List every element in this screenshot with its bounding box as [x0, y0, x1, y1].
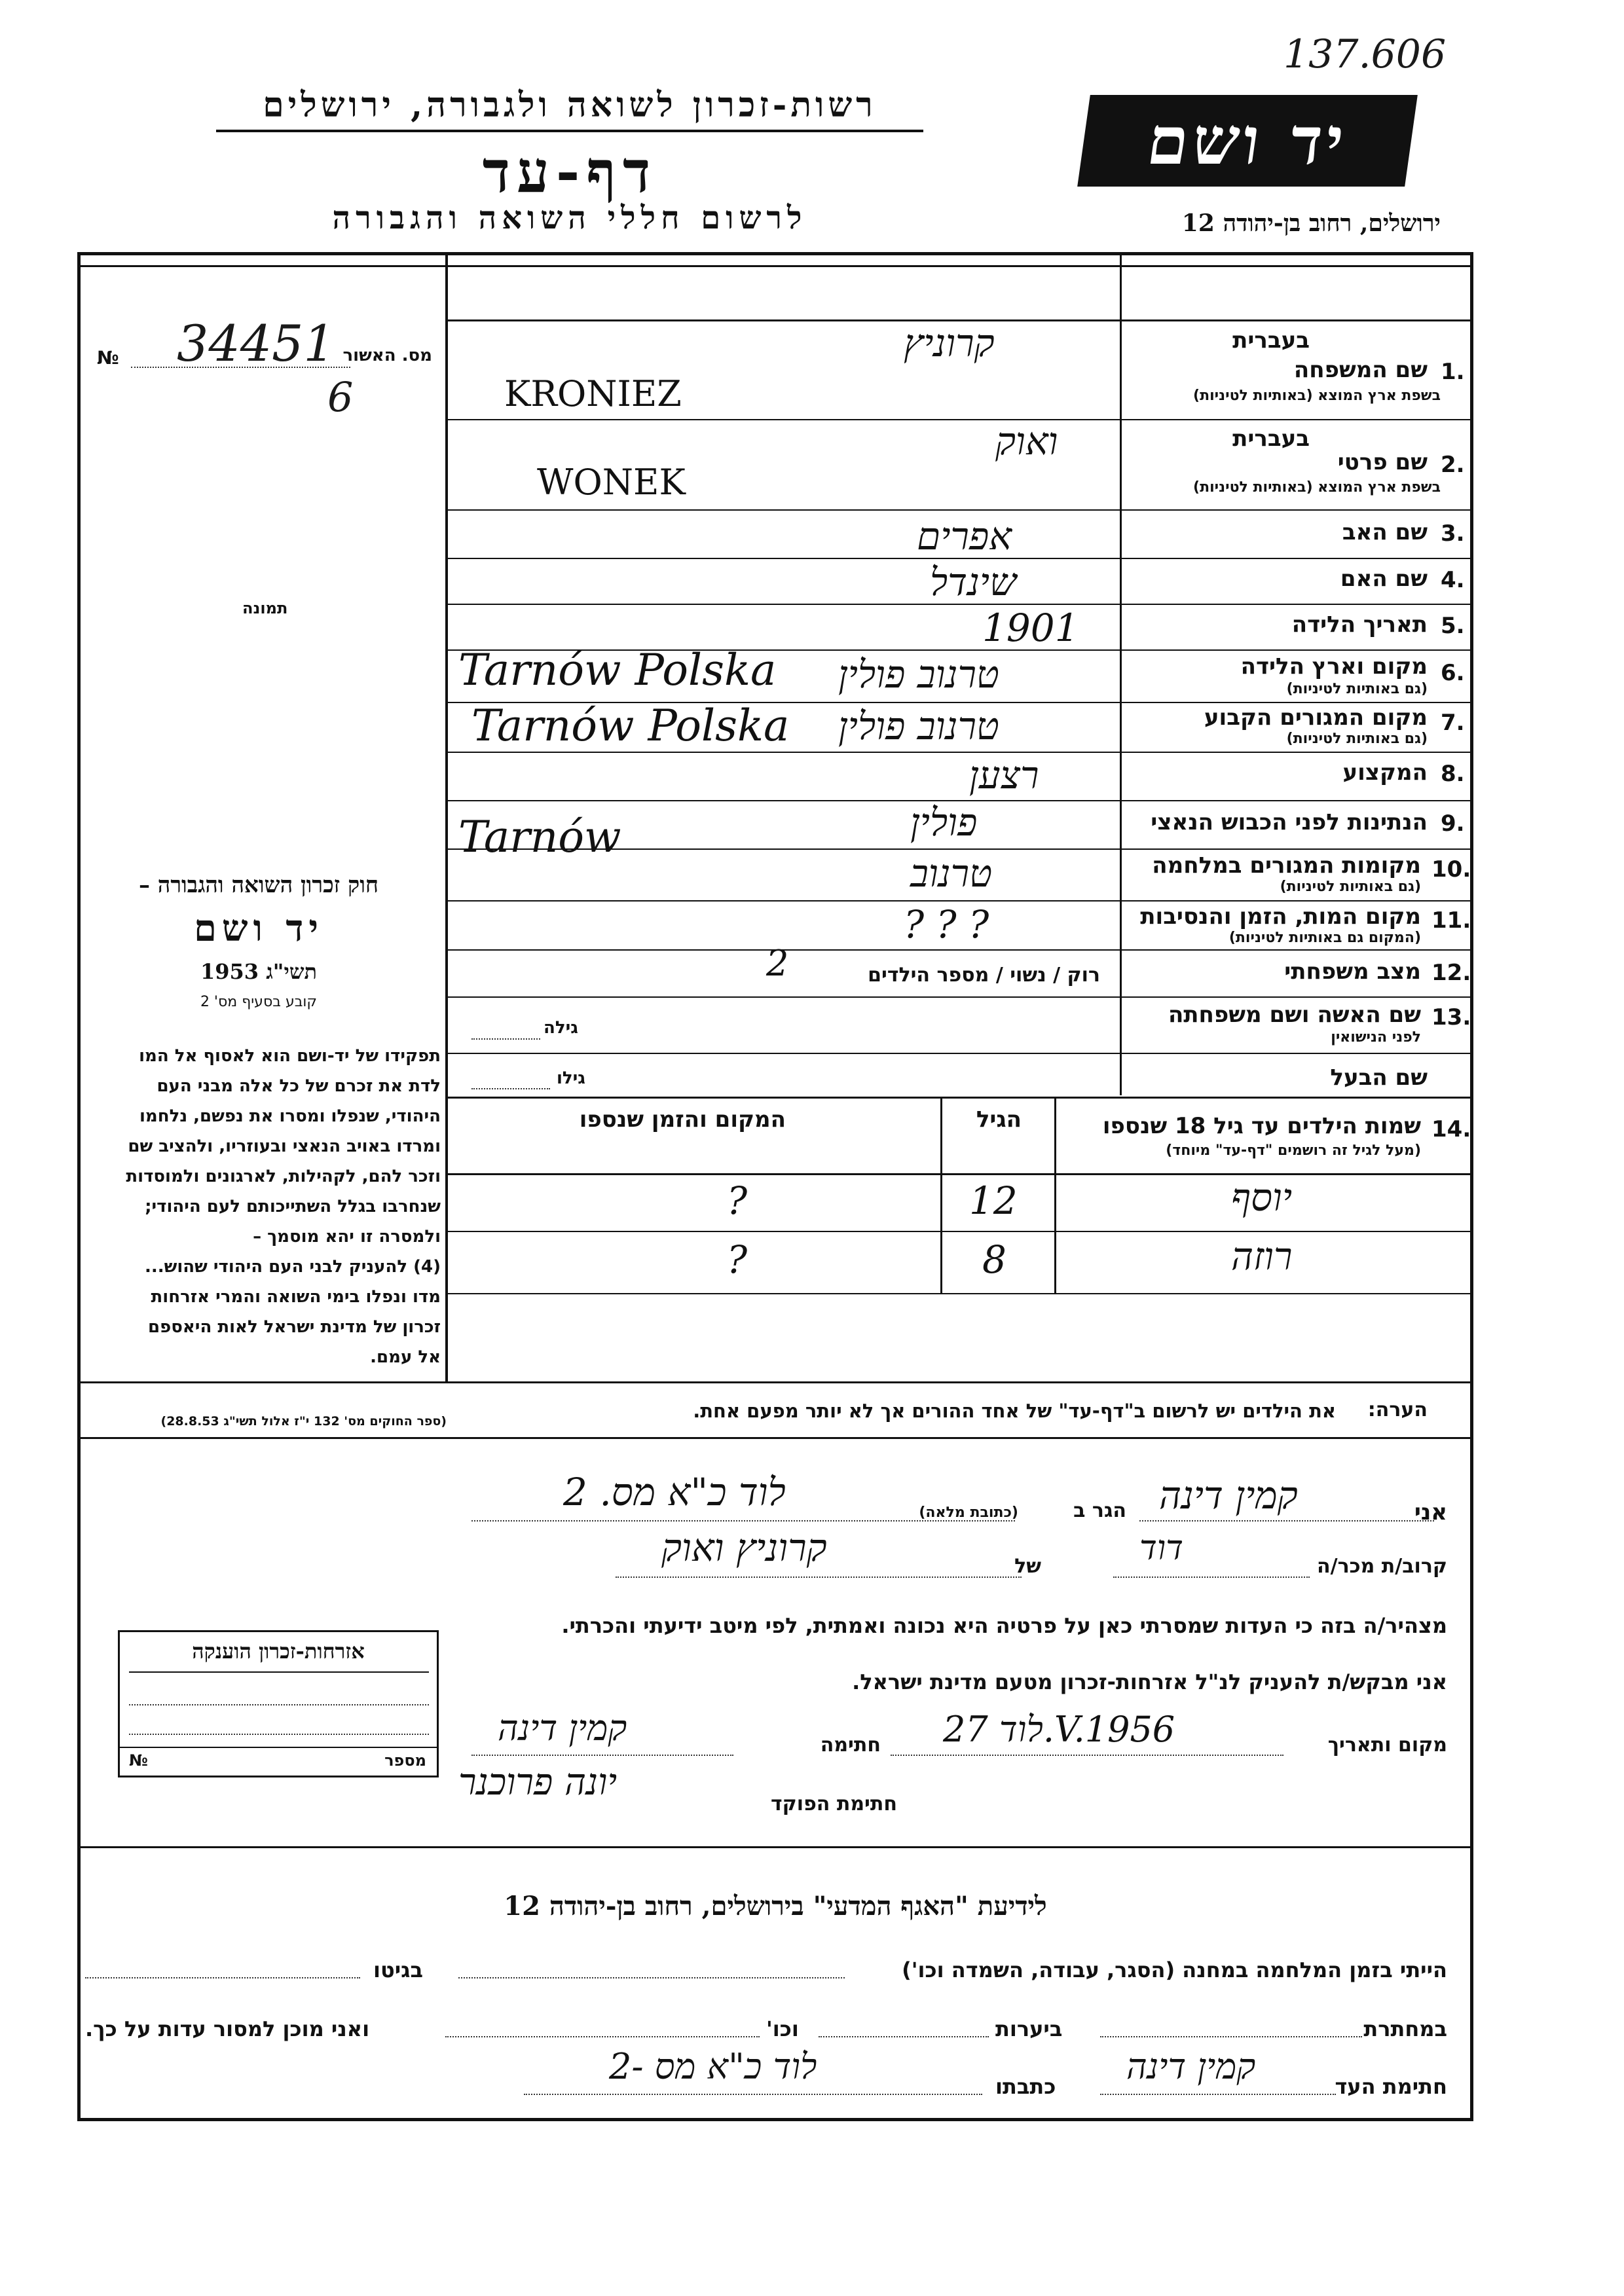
field-12-label: מצב משפחתי [1284, 958, 1421, 985]
law-text-line: וזכר להם, לקהילות, לארגונים ולמוסדות [126, 1167, 441, 1186]
mother-name: שינדל [930, 560, 1017, 604]
decl-statement: מצהיר/ה בזה כי העדות שמסרתי כאן על פרטיה היא נכונה ואמתית, לפי מיטב ידיעתי והכרתי. [561, 1613, 1447, 1638]
header-underline [216, 130, 923, 132]
footer-witness-signature: קמין דינה [1126, 2046, 1256, 2087]
field-1-tag: בעברית [1232, 327, 1310, 354]
field-1-sub: בשפת ארץ המוצא (באותיות לטיניות) [1193, 388, 1441, 404]
form-title: דף-עד [482, 137, 657, 206]
field-6-sub: (גם באותיות לטיניות) [1286, 681, 1428, 697]
field-13-num: 13. [1431, 1004, 1471, 1030]
citizenship-box-title: אזרחות-זכרון הוענקה [192, 1639, 365, 1664]
birth-year: 1901 [982, 606, 1079, 650]
header-address: ירושלים, רחוב בן-יהודה 12 [1181, 210, 1441, 237]
footer-line1-fill-a [458, 1977, 845, 1978]
field-2-tag: בעברית [1232, 426, 1310, 452]
registration-number: 34451 [177, 314, 335, 373]
field-4-label: שם האם [1340, 566, 1428, 592]
field-7-sub: (גם באותיות לטיניות) [1286, 731, 1428, 747]
children-row-sep [445, 1231, 1473, 1232]
field-6-num: 6. [1441, 660, 1465, 686]
decl-i-label: אני [1414, 1499, 1447, 1525]
children-col-age-right [1054, 1097, 1056, 1293]
decl-place-date-line [891, 1755, 1283, 1756]
authority-name: רשות-זכרון לשואה ולגבורה, ירושלים [263, 85, 877, 125]
footer-line1-fill-b [85, 1977, 360, 1978]
law-title: חוק זכרון השואה והגבורה – [138, 872, 379, 898]
footer-address-label: כתבתו [995, 2074, 1056, 2099]
children-num: 14. [1431, 1116, 1471, 1142]
field-2-label: שם פרטי [1337, 449, 1428, 475]
field-8-num: 8. [1441, 761, 1465, 787]
residence-hebrew: טרנוב פולין [838, 704, 999, 748]
children-col-age: הגיל [976, 1106, 1022, 1133]
children-sub: (מעל לגיל זה רושמים "דף-עד" מיוחד) [1166, 1142, 1421, 1159]
husband-age-label: גילו [557, 1068, 585, 1088]
field-2-sub: בשפת ארץ המוצא (באותיות לטיניות) [1193, 479, 1441, 496]
decl-signature: קמין דינה [498, 1707, 627, 1749]
law-text-line: אל עמם. [370, 1347, 441, 1367]
field-11-label: מקום המות, הזמן והנסיבות [1140, 903, 1421, 930]
citizenship-box-line-2 [129, 1704, 429, 1705]
decl-clerk-label: חתימת הפוקד [771, 1793, 897, 1815]
decl-relation-line [1113, 1576, 1310, 1578]
field-1-label: שם המשפחה [1293, 357, 1428, 383]
row-sep-12 [445, 996, 1473, 998]
decl-of-name: קרוניץ ואוק [661, 1525, 827, 1570]
law-text-line: תפקידו של יד-ושם הוא לאסוף אל המו [139, 1046, 441, 1066]
citizenship-box [118, 1630, 439, 1777]
wartime-residence-hebrew: טרנוב [910, 851, 993, 896]
decl-address: לוד כ"א מס. 2 [563, 1470, 786, 1514]
row-sep-7 [445, 752, 1473, 753]
field-5-num: 5. [1441, 613, 1465, 639]
note-label: הערה: [1367, 1398, 1428, 1421]
form-subtitle: לרשום חללי השואה והגבורה [332, 200, 807, 236]
footer-line2-b: ביערות [995, 2016, 1063, 2041]
law-text-line: לדת את זכרם של כל אלה מבני העם [157, 1076, 441, 1096]
death-place-unknown: ? ? ? [904, 902, 989, 947]
law-text-line: שנחרבו בגלל השתייכותם לעם היהודי; [145, 1197, 441, 1216]
law-year: תשי"ג 1953 [200, 959, 317, 984]
law-text-line: מדו ונפלו בימי השואה והמרי אזרחות [151, 1287, 441, 1307]
field-13-label: שם האשה ושם משפחתה [1168, 1002, 1421, 1028]
children-count: 2 [766, 943, 789, 984]
children-col-age-left [940, 1097, 942, 1293]
footer-line2-c: וכו' [766, 2016, 799, 2041]
registration-symbol: № [97, 347, 119, 369]
decl-signature-line [471, 1755, 733, 1756]
yad-vashem-logo [1077, 95, 1418, 187]
registration-label: מס. האשור [342, 346, 432, 365]
children-label: שמות הילדים עד גיל 18 שנספו [1102, 1113, 1421, 1139]
row-sep-11 [445, 949, 1473, 951]
footer-line2-fill-c [445, 2036, 760, 2037]
decl-name: קמין דינה [1159, 1473, 1298, 1518]
child-1-age: 12 [969, 1178, 1018, 1223]
label-column-divider [1120, 252, 1122, 1095]
husband-age-line [471, 1088, 550, 1089]
decl-place-date-label: מקום ותאריך [1327, 1734, 1447, 1757]
wife-age-line [471, 1038, 540, 1040]
footer-title: לידיעת "האגף המדעי" בירושלים, רחוב בן-יהודה 12 [504, 1891, 1047, 1922]
decl-address-note: (כתובת מלאה) [919, 1504, 1018, 1521]
logo-text: יד ושם [1142, 102, 1353, 179]
law-name: יד ושם [193, 907, 324, 950]
residence-latin: Tarnów Polska [471, 701, 790, 751]
registration-suffix: 6 [327, 373, 354, 421]
field-5-label: תאריך הלידה [1291, 611, 1428, 638]
birthplace-latin: Tarnów Polska [458, 645, 777, 695]
field-2-num: 2. [1441, 452, 1465, 478]
citizenship-box-line-1 [129, 1671, 429, 1673]
law-clause: קובע בסעיף מס' 2 [200, 994, 318, 1010]
decl-resident-label: הגר ב [1073, 1499, 1126, 1522]
footer-line1-a: הייתי בזמן המלחמה במחנה (הסגר, עבודה, השמדה וכו') [902, 1958, 1447, 1982]
decl-address-line [471, 1520, 1015, 1522]
children-header-bottom [445, 1173, 1473, 1175]
row-sep-14 [445, 1097, 1473, 1099]
field-8-label: המקצוע [1342, 759, 1428, 786]
law-text-line: (4) להעניק לבני העם היהודי שהוש... [144, 1257, 441, 1277]
law-reference: (ספר החוקים מס' 132 י"ז אלול תשי"ג 28.8.53) [160, 1414, 447, 1429]
photo-label: תמונה [242, 599, 288, 617]
field-3-num: 3. [1441, 520, 1465, 547]
field-12-num: 12. [1431, 960, 1471, 986]
field-6-label: מקום וארץ הלידה [1240, 653, 1428, 680]
decl-place-date: לוד 27.V.1956 [943, 1709, 1175, 1750]
nationality: פולין [910, 800, 978, 845]
note-text: את הילדים יש לרשום ב"דף-עד" של אחד ההורים אך לא יותר מפעם אחת. [693, 1400, 1336, 1422]
field-10-sub: (גם באותיות לטיניות) [1280, 879, 1421, 895]
field-9-label: הנתינות לפני הכבוש הנאצי [1151, 809, 1428, 835]
row-sep-1 [445, 419, 1473, 420]
decl-name-line [1139, 1520, 1434, 1522]
field-7-num: 7. [1441, 710, 1465, 736]
law-text [84, 1041, 441, 1372]
footer-address-line [524, 2094, 982, 2095]
wartime-residence-latin: Tarnów [458, 812, 621, 862]
field-11-num: 11. [1431, 907, 1471, 934]
footer-line2-fill-a [1100, 2036, 1362, 2037]
children-col-place: המקום והזמן שנספו [579, 1106, 786, 1133]
decl-of-label: של [1014, 1555, 1041, 1578]
law-text-line: ומרדו באויב הנאצי ובעוזריו, ולהציב שם [128, 1137, 441, 1156]
field-11-sub: (המקום גם באותיות לטיניות) [1228, 930, 1421, 946]
row-sep-10 [445, 900, 1473, 902]
child-2-name: רוזה [1231, 1234, 1293, 1279]
field-1-num: 1. [1441, 359, 1465, 385]
field-13-sub: לפני הנישואין [1331, 1029, 1421, 1046]
citizenship-no-symbol: № [129, 1751, 148, 1770]
row-sep-13 [445, 1053, 1473, 1054]
field-10-label: מקומות המגורים במלחמה [1152, 852, 1421, 879]
citizenship-box-line-4 [120, 1747, 437, 1748]
marital-status-options: רוק / נשוי / מספר הילדים [868, 964, 1100, 987]
footer-line2-d: ואני מוכן למסור עדות על כך. [85, 2016, 370, 2041]
footer-top-line [77, 1846, 1473, 1848]
decl-clerk-signature: יונה פרוכנר [458, 1761, 618, 1804]
decl-signature-label: חתימה [820, 1734, 881, 1757]
citizenship-no-label: מספר [384, 1751, 426, 1770]
surname-latin: KRONIEZ [504, 373, 682, 414]
field-10-num: 10. [1431, 856, 1471, 883]
field-7-label: מקום המגורים הקבוע [1204, 704, 1428, 731]
decl-relative-label: קרוב/ת מכר/ה [1317, 1555, 1447, 1578]
footer-line2-a: במחתרת [1363, 2016, 1447, 2041]
frame-inner-top [77, 265, 1473, 267]
footer-witness-address: לוד כ"א מס -2 [609, 2046, 817, 2087]
child-1-place: ? [727, 1178, 748, 1223]
field-9-num: 9. [1441, 811, 1465, 837]
field-3-label: שם האב [1342, 519, 1428, 545]
note-top-line [77, 1381, 1473, 1383]
decl-request: אני מבקש/ת להעניק לנ"ל אזרחות-זכרון מטעם מדינת ישראל. [852, 1669, 1447, 1694]
row-sep-2 [445, 509, 1473, 511]
profession: רצען [969, 753, 1039, 797]
archive-number: 137.606 [1283, 31, 1447, 77]
footer-witness-label: חתימת העד [1335, 2074, 1447, 2099]
birthplace-hebrew: טרנוב פולין [838, 652, 999, 697]
given-name-hebrew: ואוק [995, 419, 1058, 464]
left-column-divider [445, 252, 448, 1381]
footer-witness-line [1100, 2094, 1336, 2095]
law-text-line: זכרון של מדינת ישראל לאות היאספם [148, 1317, 441, 1337]
note-bottom-line [77, 1437, 1473, 1439]
footer-line2-fill-b [819, 2036, 989, 2037]
surname-hebrew: קרוניץ [904, 321, 995, 365]
child-2-age: 8 [982, 1237, 1006, 1282]
field-husband-label: שם הבעל [1330, 1065, 1428, 1091]
given-name-latin: WONEK [537, 462, 686, 503]
field-4-num: 4. [1441, 567, 1465, 593]
children-table-bottom [445, 1293, 1473, 1294]
child-2-place: ? [727, 1237, 748, 1282]
father-name: אפרים [917, 514, 1012, 558]
citizenship-box-line-3 [129, 1734, 429, 1735]
wife-age-label: גילה [544, 1018, 578, 1038]
law-text-line: היהודי, שנפלו ומסרו את נפשם, נלחמו [139, 1106, 441, 1126]
law-text-line: ולמסרה זו יהא מוסמך – [253, 1227, 441, 1247]
decl-of-line [616, 1576, 1022, 1578]
decl-relation: דוד [1139, 1529, 1183, 1568]
child-1-name: יוסף [1231, 1175, 1293, 1220]
footer-line1-b: בגיטו [373, 1958, 423, 1982]
